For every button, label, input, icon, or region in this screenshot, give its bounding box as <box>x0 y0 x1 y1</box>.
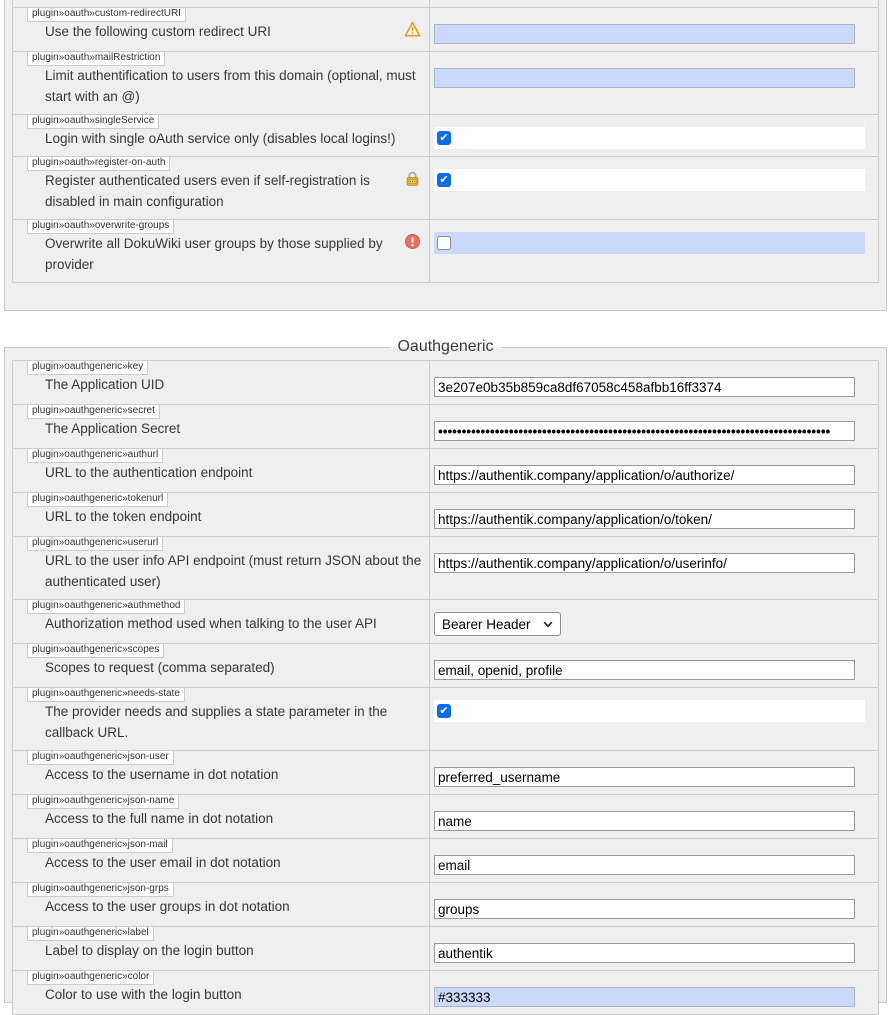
text-input[interactable] <box>434 767 855 787</box>
text-input[interactable] <box>434 987 855 1007</box>
setting-value-cell <box>430 839 879 883</box>
setting-value-cell <box>430 449 879 493</box>
text-input[interactable] <box>434 553 855 573</box>
setting-row <box>13 883 879 927</box>
text-input[interactable] <box>434 68 855 88</box>
setting-value-cell <box>430 927 879 971</box>
text-input[interactable] <box>434 943 855 963</box>
setting-value-cell <box>430 361 879 405</box>
setting-row <box>13 157 879 220</box>
setting-label-cell <box>13 493 430 537</box>
setting-row <box>13 449 879 493</box>
text-input[interactable] <box>434 377 855 397</box>
setting-key: plugin»oauth»singleService <box>27 115 159 129</box>
setting-value-cell <box>430 220 879 283</box>
setting-value-cell <box>430 115 879 157</box>
setting-row <box>13 361 879 405</box>
setting-label: The Application Secret <box>45 421 181 436</box>
setting-label-cell <box>13 449 430 493</box>
setting-label-cell <box>13 0 430 8</box>
setting-value-cell <box>430 157 879 220</box>
setting-key: plugin»oauthgeneric»scopes <box>27 644 164 658</box>
setting-value-cell <box>430 688 879 751</box>
setting-row <box>13 971 879 1015</box>
setting-label: Use the following custom redirect URI <box>45 24 271 39</box>
setting-label-cell <box>13 839 430 883</box>
setting-row <box>13 751 879 795</box>
setting-key: plugin»oauthgeneric»authurl <box>27 449 163 463</box>
setting-key: plugin»oauth»mailRestriction <box>27 52 165 66</box>
auth-method-select[interactable] <box>434 612 561 636</box>
setting-row <box>13 115 879 157</box>
setting-label-cell <box>13 8 430 52</box>
text-input[interactable] <box>434 660 855 680</box>
setting-key: plugin»oauthgeneric»tokenurl <box>27 493 168 507</box>
setting-label: URL to the authentication endpoint <box>45 465 253 480</box>
setting-row <box>13 644 879 688</box>
setting-label: Access to the username in dot notation <box>45 767 279 782</box>
text-input[interactable] <box>434 811 855 831</box>
setting-row <box>13 795 879 839</box>
setting-label-cell <box>13 644 430 688</box>
config-section-oauth <box>4 0 887 311</box>
setting-value-cell <box>430 600 879 644</box>
error-icon <box>404 233 421 250</box>
setting-label: Access to the full name in dot notation <box>45 811 274 826</box>
setting-key: plugin»oauthgeneric»json-mail <box>27 839 173 853</box>
setting-row <box>13 927 879 971</box>
setting-label-cell <box>13 600 430 644</box>
setting-label-cell <box>13 220 430 283</box>
setting-label: Label to display on the login button <box>45 943 254 958</box>
setting-key: plugin»oauthgeneric»needs-state <box>27 688 185 702</box>
setting-row <box>13 8 879 52</box>
lock-icon <box>404 170 421 187</box>
text-input[interactable] <box>434 509 855 529</box>
setting-key: plugin»oauthgeneric»secret <box>27 405 160 419</box>
setting-label: Overwrite all DokuWiki user groups by those supplied by provider <box>45 236 383 272</box>
setting-value-cell <box>430 971 879 1015</box>
checkbox-checked[interactable]: ✔ <box>437 131 451 145</box>
setting-value-cell <box>430 8 879 52</box>
checkbox-field <box>434 700 865 722</box>
config-section-oauthgeneric <box>4 338 887 1003</box>
setting-label: Color to use with the login button <box>45 987 242 1002</box>
checkbox-field <box>434 232 865 254</box>
setting-row <box>13 600 879 644</box>
setting-key: plugin»oauthgeneric»color <box>27 971 154 985</box>
setting-label: The Application UID <box>45 377 165 392</box>
setting-label: URL to the user info API endpoint (must return JSON about the authenticated user) <box>45 553 422 589</box>
section-legend: Oauthgeneric <box>397 338 494 355</box>
setting-label: Authorization method used when talking to the user API <box>45 616 377 631</box>
setting-label-cell <box>13 971 430 1015</box>
setting-key: plugin»oauthgeneric»authmethod <box>27 600 185 614</box>
setting-value-cell <box>430 405 879 449</box>
setting-key: plugin»oauth»register-on-auth <box>27 157 170 171</box>
setting-label-cell <box>13 688 430 751</box>
setting-label-cell <box>13 751 430 795</box>
setting-label-cell <box>13 795 430 839</box>
setting-value-cell <box>430 795 879 839</box>
text-input[interactable] <box>434 899 855 919</box>
setting-label-cell <box>13 52 430 115</box>
setting-value-cell <box>430 0 879 8</box>
setting-row <box>13 220 879 283</box>
setting-value-cell <box>430 883 879 927</box>
setting-label-cell <box>13 927 430 971</box>
setting-row <box>13 52 879 115</box>
setting-key: plugin»oauthgeneric»key <box>27 361 148 375</box>
setting-label: Register authenticated users even if self-registration is disabled in main configuration <box>45 173 370 209</box>
setting-label-cell <box>13 361 430 405</box>
setting-row-partial <box>13 0 879 8</box>
setting-row <box>13 493 879 537</box>
setting-label: Limit authentification to users from this domain (optional, must start with an @) <box>45 68 416 104</box>
password-input[interactable] <box>434 421 855 441</box>
setting-label: The provider needs and supplies a state parameter in the callback URL. <box>45 704 388 740</box>
setting-value-cell <box>430 52 879 115</box>
warning-icon <box>404 21 421 38</box>
settings-table <box>12 360 879 1015</box>
setting-value-cell <box>430 751 879 795</box>
checkbox-checked[interactable]: ✔ <box>437 704 451 718</box>
checkbox-field <box>434 127 865 149</box>
text-input[interactable] <box>434 465 855 485</box>
setting-key: plugin»oauth»overwrite-groups <box>27 220 174 234</box>
setting-key: plugin»oauthgeneric»json-name <box>27 795 179 809</box>
setting-row <box>13 839 879 883</box>
setting-row <box>13 537 879 600</box>
setting-label-cell <box>13 883 430 927</box>
setting-label-cell <box>13 157 430 220</box>
setting-value-cell <box>430 644 879 688</box>
checkbox-field <box>434 169 865 191</box>
setting-label: Login with single oAuth service only (disables local logins!) <box>45 131 396 146</box>
setting-key: plugin»oauthgeneric»userurl <box>27 537 163 551</box>
setting-label-cell <box>13 537 430 600</box>
checkbox-unchecked[interactable] <box>437 236 451 250</box>
setting-key: plugin»oauthgeneric»json-grps <box>27 883 174 897</box>
setting-value-cell <box>430 537 879 600</box>
select-value: Bearer Header <box>442 616 531 632</box>
setting-row <box>13 688 879 751</box>
setting-label: Access to the user email in dot notation <box>45 855 281 870</box>
setting-label: Scopes to request (comma separated) <box>45 660 275 675</box>
setting-label: Access to the user groups in dot notation <box>45 899 290 914</box>
setting-label-cell <box>13 405 430 449</box>
setting-key: plugin»oauthgeneric»label <box>27 927 154 941</box>
setting-label-cell <box>13 115 430 157</box>
checkbox-checked[interactable]: ✔ <box>437 173 451 187</box>
text-input[interactable] <box>434 855 855 875</box>
text-input[interactable] <box>434 24 855 44</box>
setting-value-cell <box>430 493 879 537</box>
settings-table <box>12 0 879 283</box>
setting-key: plugin»oauth»custom-redirectURI <box>27 8 186 22</box>
setting-label: URL to the token endpoint <box>45 509 202 524</box>
setting-row <box>13 405 879 449</box>
chevron-down-icon <box>543 621 553 628</box>
setting-key: plugin»oauthgeneric»json-user <box>27 751 174 765</box>
